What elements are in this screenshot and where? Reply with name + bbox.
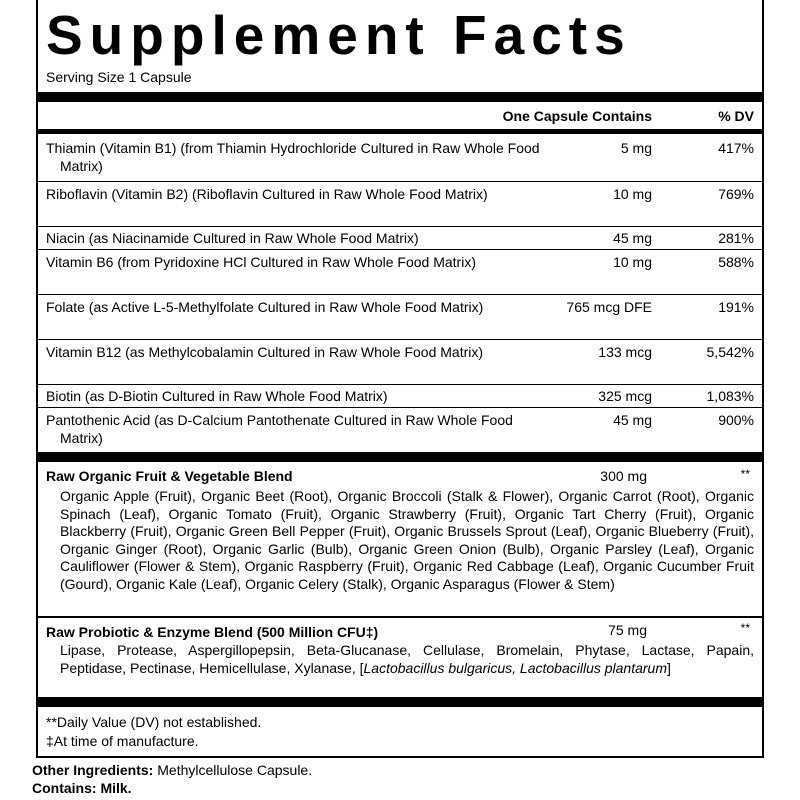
nutrient-amount: 765 mcg DFE [566, 299, 652, 315]
amount-column-header: One Capsule Contains [502, 108, 652, 124]
nutrient-dv: 281% [718, 230, 754, 246]
nutrient-row [38, 408, 762, 453]
thick-divider-mid [38, 452, 762, 462]
nutrient-amount: 5 mg [620, 140, 652, 156]
nutrient-name: Thiamin (Vitamin B1) (from Thiamin Hydrochloride Cultured in Raw Whole Food Matrix) [46, 140, 540, 174]
probiotic-closing-bracket: ] [667, 659, 671, 676]
nutrient-row [38, 295, 762, 340]
serving-size: Serving Size 1 Capsule [46, 69, 192, 85]
nutrient-name: Folate (as Active L-5-Methylfolate Cultured in Raw Whole Food Matrix) [46, 299, 484, 315]
contains-statement [32, 779, 132, 797]
nutrient-amount: 45 mg [613, 412, 652, 428]
fruit-veg-blend-amount: 300 mg [600, 468, 647, 484]
thick-divider-top [38, 92, 762, 102]
nutrient-name: Biotin (as D-Biotin Cultured in Raw Whole Food Matrix) [46, 388, 388, 404]
nutrient-row [38, 250, 762, 295]
thick-divider-bottom [38, 697, 762, 707]
other-ingredients [32, 761, 312, 779]
nutrient-dv: 769% [718, 186, 754, 202]
nutrient-amount: 133 mcg [598, 344, 652, 360]
nutrient-dv: 417% [718, 140, 754, 156]
nutrient-name: Niacin (as Niacinamide Cultured in Raw Whole Food Matrix) [46, 230, 419, 246]
other-ingredients-value: Methylcellulose Capsule. [157, 762, 313, 778]
nutrient-amount: 10 mg [613, 186, 652, 202]
nutrient-row [38, 134, 762, 182]
nutrient-name: Vitamin B12 (as Methylcobalamin Cultured in Raw Whole Food Matrix) [46, 344, 484, 360]
fruit-veg-blend-dv: ** [740, 467, 750, 481]
nutrient-row [38, 182, 762, 227]
probiotic-blend-amount: 75 mg [608, 622, 647, 638]
nutrient-dv: 5,542% [706, 344, 754, 360]
supplement-facts-panel [36, 0, 764, 758]
nutrient-dv: 191% [718, 299, 754, 315]
nutrient-dv: 588% [718, 254, 754, 270]
nutrient-row [38, 227, 762, 250]
nutrient-row [38, 340, 762, 385]
nutrient-dv: 1,083% [706, 388, 754, 404]
probiotic-blend-title: Raw Probiotic & Enzyme Blend (500 Million CFU‡) [46, 624, 379, 640]
probiotic-blend-ingredients [60, 642, 754, 677]
nutrient-name: Pantothenic Acid (as D-Calcium Pantothenate Cultured in Raw Whole Food Matrix) [46, 412, 513, 446]
footnote-dv: **Daily Value (DV) not established. [46, 714, 262, 730]
nutrient-name: Riboflavin (Vitamin B2) (Riboflavin Cultured in Raw Whole Food Matrix) [46, 186, 488, 202]
nutrient-amount: 10 mg [613, 254, 652, 270]
nutrient-amount: 325 mcg [598, 388, 652, 404]
nutrient-row [38, 385, 762, 408]
nutrient-name: Vitamin B6 (from Pyridoxine HCl Cultured in Raw Whole Food Matrix) [46, 254, 476, 270]
probiotic-blend-dv: ** [740, 621, 750, 635]
contains-value: Milk. [100, 780, 132, 796]
panel-title: Supplement Facts [46, 4, 632, 66]
other-ingredients-label: Other Ingredients: [32, 762, 154, 778]
probiotic-strains: Lactobacillus bulgaricus, Lactobacillus plantarum [363, 659, 668, 676]
probiotic-ingredient-list: Lipase, Protease, Aspergillopepsin, Beta-Glucanase, Cellulase, Bromelain, Phytase, Lactase, Papain, Peptidase, Pectinase, Hemicellulase, Xylanase, [ [60, 642, 754, 676]
fruit-veg-blend-title: Raw Organic Fruit & Vegetable Blend [46, 468, 293, 484]
dv-column-header: % DV [718, 108, 754, 124]
fruit-veg-blend-ingredients: Organic Apple (Fruit), Organic Beet (Root), Organic Broccoli (Stalk & Flower), Organic Carrot (Root), Organic Spinach (Leaf), Organic Tomato (Fruit), Organic Strawberry (Fruit), Organic Tart Cherry (Fruit), Organic Blackberry (Fruit), Organic Green Bell Pepper (Fruit), Organic Brussels Sprout (Leaf), Organic Blueberry (Fruit), Organic Ginger (Root), Organic Garlic (Bulb), Organic Green Onion (Bulb), Organic Parsley (Leaf), Organic Cauliflower (Flower & Stem), Organic Raspberry (Fruit), Organic Red Cabbage (Leaf), Organic Cucumber Fruit (Gourd), Organic Kale (Leaf), Organic Celery (Stalk), Organic Asparagus (Flower & Stem) [60, 488, 754, 592]
nutrient-dv: 900% [718, 412, 754, 428]
blend-divider [38, 616, 762, 618]
footnote-manufacture: ‡At time of manufacture. [46, 733, 199, 749]
contains-label: Contains: [32, 780, 97, 796]
nutrient-amount: 45 mg [613, 230, 652, 246]
